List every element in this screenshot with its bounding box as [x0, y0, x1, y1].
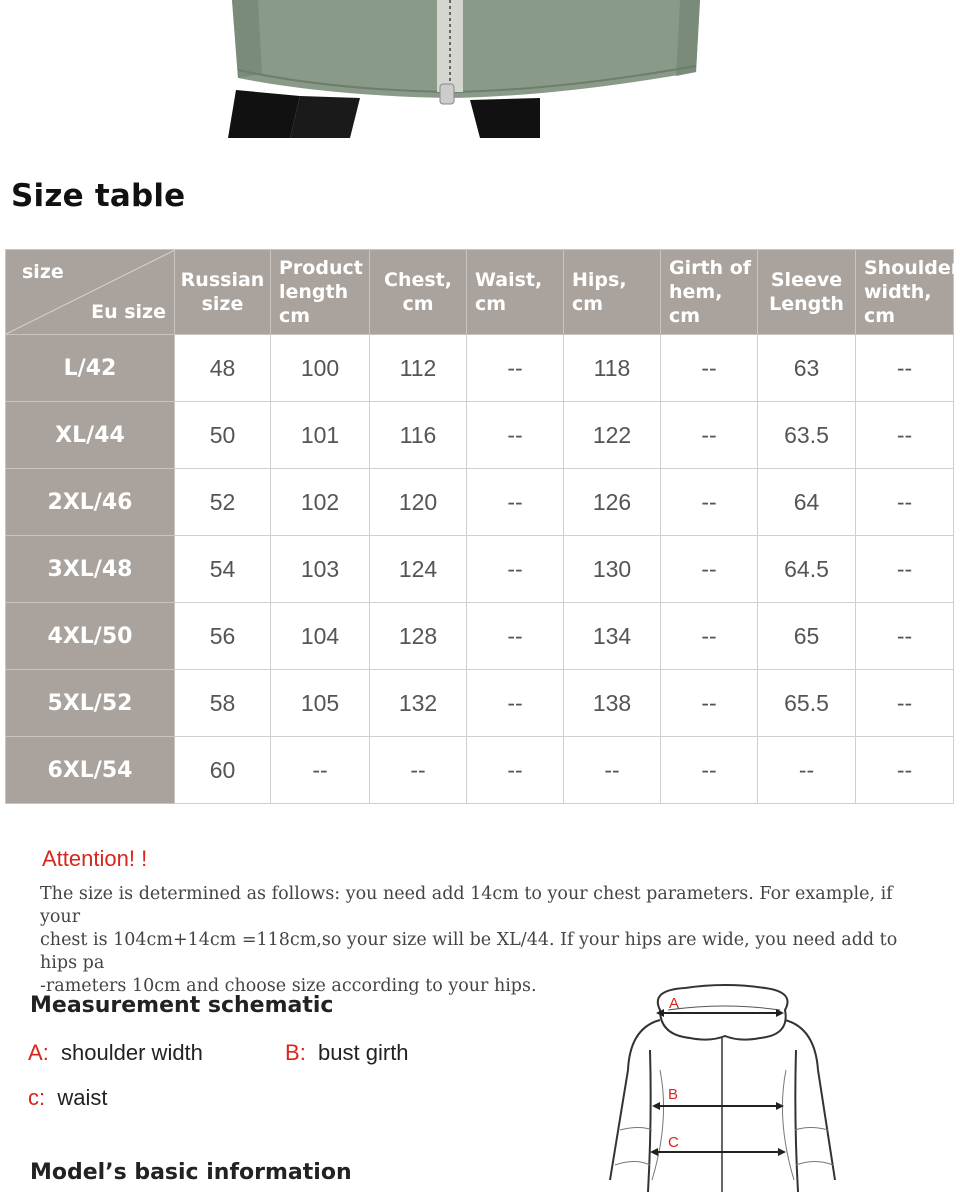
product-photo	[0, 0, 960, 138]
header-corner	[6, 250, 175, 335]
header-russian-size: Russian size	[175, 250, 271, 335]
size-cell: 5XL/52	[6, 670, 175, 737]
table-cell: 64.5	[758, 536, 856, 603]
table-cell: --	[661, 670, 758, 737]
table-cell: --	[856, 670, 954, 737]
page-title: Size table	[11, 178, 186, 214]
table-cell: --	[467, 536, 564, 603]
table-cell: 101	[271, 402, 370, 469]
table-cell: 60	[175, 737, 271, 804]
table-cell: 48	[175, 335, 271, 402]
table-cell: --	[564, 737, 661, 804]
size-cell: 2XL/46	[6, 469, 175, 536]
header-chest: Chest, cm	[370, 250, 467, 335]
table-cell: 138	[564, 670, 661, 737]
corner-label-eu-size: Eu size	[91, 301, 166, 323]
table-cell: 64	[758, 469, 856, 536]
table-row	[6, 536, 954, 603]
table-cell: 56	[175, 603, 271, 670]
table-cell: 105	[271, 670, 370, 737]
table-cell: --	[661, 335, 758, 402]
table-cell: 100	[271, 335, 370, 402]
table-cell: --	[856, 603, 954, 670]
table-cell: 126	[564, 469, 661, 536]
table-row	[6, 335, 954, 402]
table-row	[6, 402, 954, 469]
table-cell: 104	[271, 603, 370, 670]
table-cell: 112	[370, 335, 467, 402]
table-cell: 122	[564, 402, 661, 469]
table-cell: 128	[370, 603, 467, 670]
table-row	[6, 670, 954, 737]
table-cell: --	[661, 469, 758, 536]
table-row	[6, 737, 954, 804]
table-cell: --	[661, 603, 758, 670]
table-cell: --	[467, 670, 564, 737]
attention-label: Attention! !	[42, 846, 148, 871]
measure-label: bust girth	[318, 1040, 409, 1065]
table-cell: --	[271, 737, 370, 804]
diagram-label-a: A	[669, 995, 680, 1012]
table-cell: 63	[758, 335, 856, 402]
header-hips: Hips, cm	[564, 250, 661, 335]
size-table	[5, 249, 960, 804]
header-shoulder-width: Shoulder width, cm	[856, 250, 954, 335]
table-cell: --	[856, 335, 954, 402]
table-cell: --	[661, 536, 758, 603]
table-cell: 103	[271, 536, 370, 603]
table-cell: 52	[175, 469, 271, 536]
table-cell: --	[467, 335, 564, 402]
diagram-label-b: B	[668, 1086, 679, 1103]
measure-key: B	[285, 1040, 300, 1065]
measure-item-c: c: waist	[28, 1085, 108, 1110]
header-girth-of-hem: Girth of hem, cm	[661, 250, 758, 335]
jacket-schematic-diagram	[590, 980, 860, 1192]
table-header-row	[6, 250, 954, 335]
diagram-label-c: C	[668, 1134, 679, 1151]
note-line: The size is determined as follows: you need add 14cm to your chest parameters. For example, if your	[40, 884, 893, 927]
size-cell: 6XL/54	[6, 737, 175, 804]
table-cell: 65.5	[758, 670, 856, 737]
table-cell: --	[758, 737, 856, 804]
table-cell: --	[661, 402, 758, 469]
table-cell: --	[467, 737, 564, 804]
table-cell: 65	[758, 603, 856, 670]
table-cell: 50	[175, 402, 271, 469]
corner-label-size: size	[22, 261, 64, 283]
table-cell: --	[370, 737, 467, 804]
measure-item-b: B: bust girth	[285, 1040, 409, 1065]
table-cell: --	[856, 737, 954, 804]
measure-item-a: A: shoulder width	[28, 1040, 203, 1065]
measure-key: c	[28, 1085, 39, 1110]
table-cell: --	[467, 603, 564, 670]
table-cell: --	[467, 402, 564, 469]
table-cell: 130	[564, 536, 661, 603]
table-cell: --	[661, 737, 758, 804]
schematic-title: Measurement schematic	[30, 993, 334, 1018]
size-cell: 4XL/50	[6, 603, 175, 670]
table-cell: 132	[370, 670, 467, 737]
note-line: chest is 104cm+14cm =118cm,so your size will be XL/44. If your hips are wide, you need add to hips pa	[40, 930, 898, 973]
table-cell: --	[856, 402, 954, 469]
measure-key: A	[28, 1040, 43, 1065]
table-cell: --	[467, 469, 564, 536]
table-row	[6, 603, 954, 670]
coat-photo-crop	[0, 0, 960, 138]
header-waist: Waist, cm	[467, 250, 564, 335]
note-line: -rameters 10cm and choose size according to your hips.	[40, 976, 537, 996]
table-cell: 134	[564, 603, 661, 670]
table-cell: 54	[175, 536, 271, 603]
header-sleeve-length: Sleeve Length	[758, 250, 856, 335]
table-row	[6, 469, 954, 536]
size-cell: 3XL/48	[6, 536, 175, 603]
table-cell: --	[856, 536, 954, 603]
measure-label: waist	[57, 1085, 108, 1110]
table-cell: 118	[564, 335, 661, 402]
measure-label: shoulder width	[61, 1040, 203, 1065]
table-cell: 120	[370, 469, 467, 536]
table-cell: 63.5	[758, 402, 856, 469]
table-cell: 102	[271, 469, 370, 536]
table-cell: 58	[175, 670, 271, 737]
table-cell: 116	[370, 402, 467, 469]
table-cell: --	[856, 469, 954, 536]
table-cell: 124	[370, 536, 467, 603]
size-cell: L/42	[6, 335, 175, 402]
size-cell: XL/44	[6, 402, 175, 469]
header-product-length: Product length cm	[271, 250, 370, 335]
model-info-title: Model’s basic information	[30, 1160, 352, 1185]
